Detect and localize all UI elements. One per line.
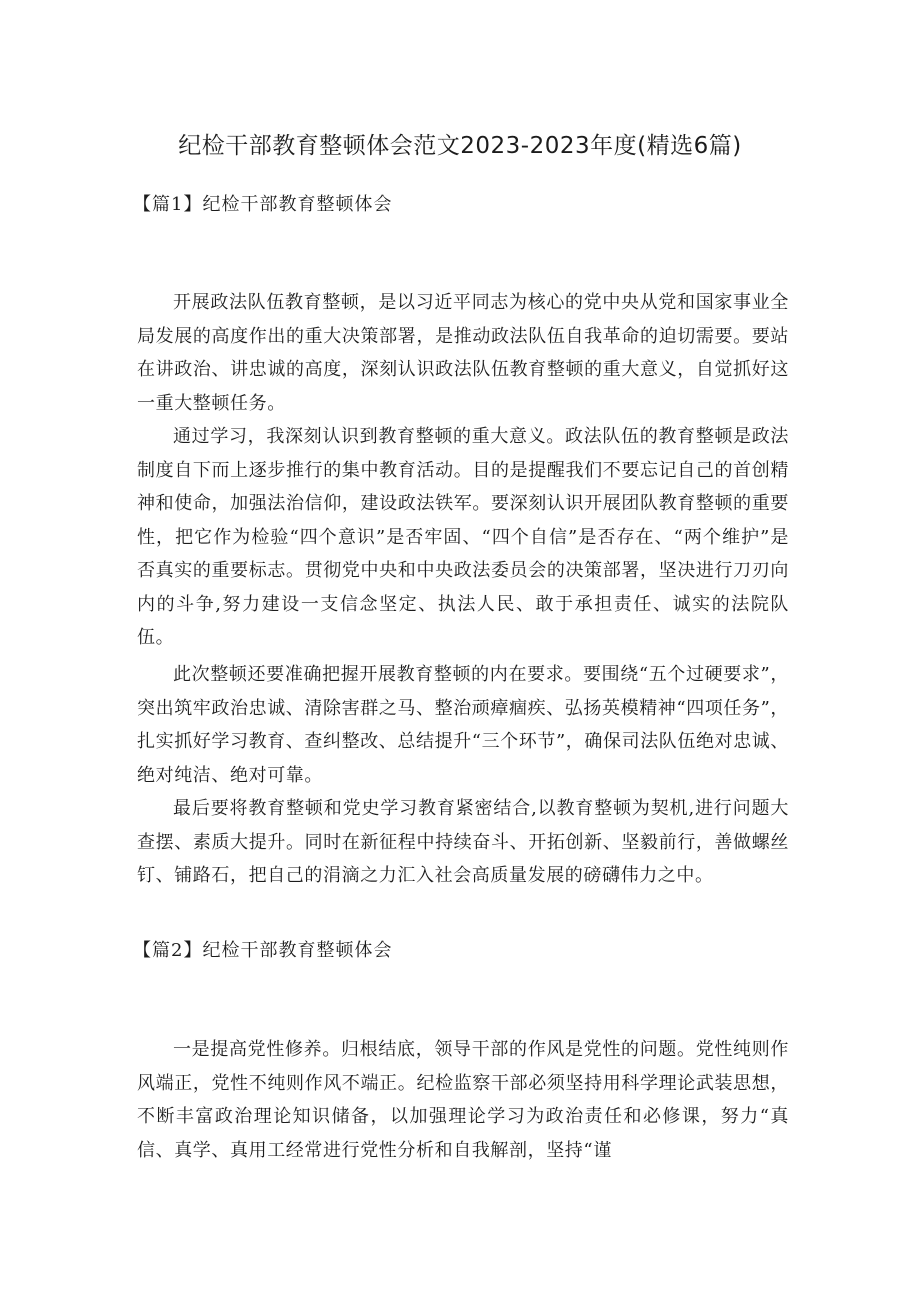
paragraph: 一是提高党性修养。归根结底，领导干部的作风是党性的问题。党性纯则作风端正，党性不纯则作风不端正。纪检监察干部必须坚持用科学理论武装思想，不断丰富政治理论知识储备，以加强理论学习为政治责任和必修课，努力“真信、真学、真用工经常进行党性分析和自我解剖，坚持“谨 [137, 1039, 789, 1161]
paragraph: 此次整顿还要准确把握开展教育整顿的内在要求。要围绕“五个过硬要求”，突出筑牢政治忠诚、清除害群之马、整治顽瘴痼疾、弘扬英模精神“四项任务”，扎实抓好学习教育、查纠整改、总结提升“三个环节”，确保司法队伍绝对忠诚、绝对纯洁、绝对可靠。 [137, 664, 790, 786]
document-title: 纪检干部教育整顿体会范文2023-2023年度(精选6篇) [178, 133, 742, 160]
section-heading-1: 【篇1】纪检干部教育整顿体会 [133, 194, 393, 215]
paragraph: 通过学习，我深刻认识到教育整顿的重大意义。政法队伍的教育整顿是政法制度自下而上逐步推行的集中教育活动。目的是提醒我们不要忘记自己的首创精神和使命，加强法治信仰，建设政法铁军。要深刻认识开展团队教育整顿的重要性，把它作为检验“四个意识”是否牢固、“四个自信”是否存在、“两个维护”是否真实的重要标志。贯彻党中央和中央政法委员会的决策部署，坚决进行刀刃向内的斗争,努力建设一支信念坚定、执法人民、敢于承担责任、诚实的法院队伍。 [137, 426, 789, 648]
paragraph: 开展政法队伍教育整顿，是以习近平同志为核心的党中央从党和国家事业全局发展的高度作出的重大决策部署，是推动政法队伍自我革命的迫切需要。要站在讲政治、讲忠诚的高度，深刻认识政法队伍教育整顿的重大意义，自觉抓好这一重大整顿任务。 [137, 292, 789, 414]
paragraph: 最后要将教育整顿和党史学习教育紧密结合,以教育整顿为契机,进行问题大查摆、素质大提升。同时在新征程中持续奋斗、开拓创新、坚毅前行，善做螺丝钉、铺路石，把自己的涓滴之力汇入社会高质量发展的磅礴伟力之中。 [137, 798, 789, 886]
section-heading-2: 【篇2】纪检干部教育整顿体会 [133, 940, 393, 961]
